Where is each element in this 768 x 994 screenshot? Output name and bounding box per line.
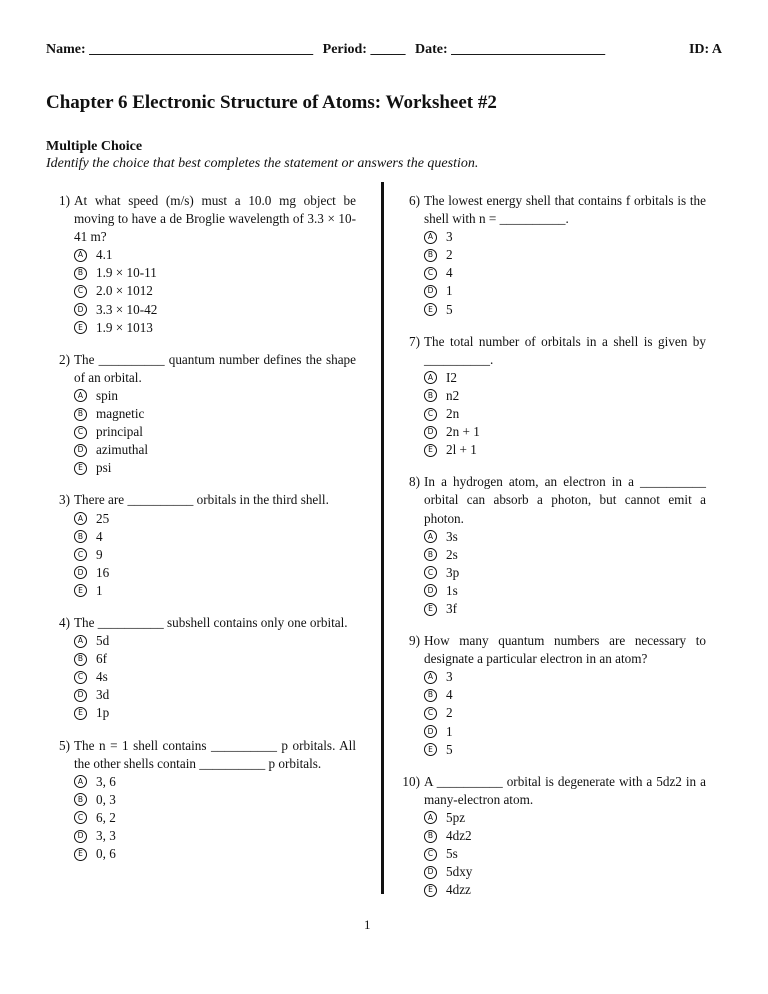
option-bubble-icon[interactable]: A xyxy=(424,811,437,824)
option-text: 1p xyxy=(96,705,110,721)
option-bubble-icon[interactable]: A xyxy=(74,635,87,648)
option-c[interactable] xyxy=(74,809,356,827)
option-bubble-icon[interactable]: C xyxy=(74,285,87,298)
option-a[interactable] xyxy=(74,387,356,405)
option-bubble-icon[interactable]: B xyxy=(424,830,437,843)
question-number: 5) xyxy=(59,737,70,753)
option-bubble-icon[interactable]: D xyxy=(74,303,87,316)
option-e[interactable] xyxy=(74,704,356,722)
period-field: Period: _____ xyxy=(322,42,406,57)
question-stem: The total number of orbitals in a shell is given by __________. xyxy=(424,333,706,367)
option-e[interactable] xyxy=(424,741,706,759)
question-number: 2) xyxy=(59,351,70,367)
option-a[interactable] xyxy=(74,632,356,650)
option-bubble-icon[interactable]: E xyxy=(424,743,437,756)
option-text: 4s xyxy=(96,669,108,685)
option-bubble-icon[interactable]: E xyxy=(424,884,437,897)
question-10 xyxy=(396,773,706,900)
option-a[interactable] xyxy=(424,228,706,246)
option-text: I2 xyxy=(446,369,457,385)
option-b[interactable] xyxy=(74,650,356,668)
option-bubble-icon[interactable]: D xyxy=(424,866,437,879)
option-text: 3, 3 xyxy=(96,828,116,843)
option-text: 4dz2 xyxy=(446,828,472,843)
option-b[interactable] xyxy=(424,827,706,845)
option-b[interactable] xyxy=(74,791,356,809)
option-bubble-icon[interactable]: E xyxy=(74,848,87,861)
option-bubble-icon[interactable]: C xyxy=(424,408,437,421)
option-c[interactable] xyxy=(74,282,356,300)
option-text: 3s xyxy=(446,528,458,544)
option-a[interactable] xyxy=(424,369,706,387)
option-bubble-icon[interactable]: C xyxy=(74,671,87,684)
option-text: 2n xyxy=(446,406,460,422)
column-divider xyxy=(381,182,384,894)
option-bubble-icon[interactable]: A xyxy=(424,371,437,384)
option-text: 5dxy xyxy=(446,864,473,880)
option-text: 4 xyxy=(96,528,103,544)
option-bubble-icon[interactable]: B xyxy=(74,793,87,806)
question-number: 9) xyxy=(409,633,420,649)
option-bubble-icon[interactable]: A xyxy=(74,389,87,402)
option-text: 3.3 × 10-42 xyxy=(96,301,158,317)
option-text: 3f xyxy=(446,600,457,616)
option-bubble-icon[interactable]: A xyxy=(424,530,437,543)
option-text: 0, 3 xyxy=(96,791,116,807)
option-e[interactable] xyxy=(424,301,706,319)
question-7 xyxy=(396,333,706,460)
option-text: 3 xyxy=(446,229,453,245)
option-bubble-icon[interactable]: A xyxy=(424,671,437,684)
option-text: principal xyxy=(96,424,143,440)
option-text: 5pz xyxy=(446,809,466,825)
option-c[interactable] xyxy=(424,704,706,722)
question-number: 3) xyxy=(59,492,70,508)
option-text: 3p xyxy=(446,564,460,580)
question-number: 4) xyxy=(59,614,70,630)
question-stem: How many quantum numbers are necessary to designate a particular electron in an atom? xyxy=(424,633,706,667)
option-a[interactable] xyxy=(74,773,356,791)
option-d[interactable] xyxy=(74,827,356,845)
option-text: 2l + 1 xyxy=(446,442,477,458)
option-b[interactable] xyxy=(424,686,706,704)
option-bubble-icon[interactable]: E xyxy=(74,321,87,334)
option-text: azimuthal xyxy=(96,442,148,458)
option-text: spin xyxy=(96,387,118,403)
option-text: 4 xyxy=(446,265,453,281)
option-text: 1 xyxy=(446,723,453,739)
option-b[interactable] xyxy=(424,546,706,564)
option-d[interactable] xyxy=(424,723,706,741)
option-a[interactable] xyxy=(424,809,706,827)
option-bubble-icon[interactable]: B xyxy=(424,689,437,702)
option-bubble-icon[interactable]: D xyxy=(74,444,87,457)
option-text: 3 xyxy=(446,669,453,685)
worksheet-header xyxy=(46,42,722,58)
question-stem: There are __________ orbitals in the third shell. xyxy=(74,492,329,508)
question-number: 1) xyxy=(59,193,70,208)
option-c[interactable] xyxy=(424,564,706,582)
question-stem: The lowest energy shell that contains f orbitals is the shell with n = __________. xyxy=(424,193,706,227)
option-d[interactable] xyxy=(74,301,356,319)
option-text: psi xyxy=(96,460,112,476)
question-stem: A __________ orbital is degenerate with a 5dz2 in a many-electron atom. xyxy=(424,773,706,807)
option-text: 5 xyxy=(446,741,453,757)
option-e[interactable] xyxy=(424,441,706,459)
option-d[interactable] xyxy=(424,423,706,441)
option-bubble-icon[interactable]: E xyxy=(424,603,437,616)
option-bubble-icon[interactable]: D xyxy=(424,285,437,298)
option-text: 2.0 × 1012 xyxy=(96,283,153,299)
option-e[interactable] xyxy=(74,845,356,863)
page-title: Chapter 6 Electronic Structure of Atoms: Worksheet #2 xyxy=(46,92,497,113)
instructions: Identify the choice that best completes the statement or answers the question. xyxy=(46,156,479,171)
option-bubble-icon[interactable]: B xyxy=(74,267,87,280)
option-text: 0, 6 xyxy=(96,846,116,862)
option-bubble-icon[interactable]: D xyxy=(424,725,437,738)
option-a[interactable] xyxy=(74,510,356,528)
option-bubble-icon[interactable]: C xyxy=(424,267,437,280)
option-e[interactable] xyxy=(424,881,706,899)
option-text: 4dzz xyxy=(446,882,471,898)
option-b[interactable] xyxy=(74,264,356,282)
question-stem: The n = 1 shell contains __________ p orbitals. All the other shells contain __________ p orbitals. xyxy=(74,737,356,771)
option-bubble-icon[interactable]: C xyxy=(74,548,87,561)
option-text: 4.1 xyxy=(96,247,113,263)
question-8 xyxy=(396,473,706,618)
option-text: magnetic xyxy=(96,406,145,422)
option-text: 5d xyxy=(96,633,110,649)
option-text: 3, 6 xyxy=(96,773,116,789)
question-stem: The __________ subshell contains only one orbital. xyxy=(74,614,348,630)
option-bubble-icon[interactable]: A xyxy=(74,512,87,525)
section-heading: Multiple Choice xyxy=(46,139,143,154)
option-d[interactable] xyxy=(74,564,356,582)
option-e[interactable] xyxy=(74,582,356,600)
question-5 xyxy=(46,737,356,864)
question-stem: In a hydrogen atom, an electron in a __________ orbital can absorb a photon, but cannot emit a photon. xyxy=(424,474,706,526)
option-c[interactable] xyxy=(424,845,706,863)
option-bubble-icon[interactable]: B xyxy=(424,548,437,561)
option-text: 1.9 × 10-11 xyxy=(96,265,157,281)
question-number: 8) xyxy=(409,474,420,490)
option-bubble-icon[interactable]: B xyxy=(74,530,87,543)
option-bubble-icon[interactable]: C xyxy=(74,426,87,439)
option-c[interactable] xyxy=(74,546,356,564)
option-e[interactable] xyxy=(74,319,356,337)
option-c[interactable] xyxy=(424,264,706,282)
option-text: 2 xyxy=(446,247,453,263)
option-text: n2 xyxy=(446,387,460,403)
question-number: 7) xyxy=(409,333,420,349)
option-d[interactable] xyxy=(424,863,706,881)
option-text: 25 xyxy=(96,510,110,526)
option-bubble-icon[interactable]: E xyxy=(74,707,87,720)
option-bubble-icon[interactable]: C xyxy=(424,848,437,861)
option-text: 2n + 1 xyxy=(446,424,480,440)
option-text: 16 xyxy=(96,564,110,580)
option-b[interactable] xyxy=(424,387,706,405)
option-bubble-icon[interactable]: B xyxy=(424,389,437,402)
option-bubble-icon[interactable]: A xyxy=(424,231,437,244)
right-column xyxy=(396,192,706,913)
question-9 xyxy=(396,632,706,759)
question-4 xyxy=(46,614,356,723)
option-text: 4 xyxy=(446,687,453,703)
option-b[interactable] xyxy=(424,246,706,264)
option-bubble-icon[interactable]: E xyxy=(74,462,87,475)
question-stem: At what speed (m/s) must a 10.0 mg object be moving to have a de Broglie wavelength of 3.3 × 10-41 m? xyxy=(74,193,356,245)
option-text: 3d xyxy=(96,687,110,703)
option-c[interactable] xyxy=(74,668,356,686)
question-number: 6) xyxy=(409,193,420,208)
question-number: 10) xyxy=(402,773,420,789)
name-field: Name: ________________________________ xyxy=(46,42,314,57)
option-bubble-icon[interactable]: C xyxy=(424,707,437,720)
option-bubble-icon[interactable]: B xyxy=(74,653,87,666)
option-bubble-icon[interactable]: C xyxy=(424,566,437,579)
option-text: 5s xyxy=(446,846,458,862)
option-bubble-icon[interactable]: D xyxy=(424,584,437,597)
option-a[interactable] xyxy=(74,246,356,264)
option-text: 1s xyxy=(446,582,458,598)
date-field: Date: ______________________ xyxy=(414,42,606,57)
option-d[interactable] xyxy=(424,282,706,300)
option-e[interactable] xyxy=(74,459,356,477)
option-d[interactable] xyxy=(74,686,356,704)
option-c[interactable] xyxy=(424,405,706,423)
option-bubble-icon[interactable]: D xyxy=(74,566,87,579)
header-left xyxy=(46,42,611,58)
option-b[interactable] xyxy=(74,405,356,423)
option-bubble-icon[interactable]: D xyxy=(74,830,87,843)
option-bubble-icon[interactable]: B xyxy=(424,249,437,262)
option-a[interactable] xyxy=(424,528,706,546)
option-bubble-icon[interactable]: E xyxy=(74,584,87,597)
question-6 xyxy=(396,192,706,319)
option-text: 9 xyxy=(96,546,103,562)
option-text: 1 xyxy=(96,582,103,598)
page-number: 1 xyxy=(364,917,371,932)
question-1 xyxy=(46,192,356,337)
option-a[interactable] xyxy=(424,668,706,686)
option-bubble-icon[interactable]: D xyxy=(424,426,437,439)
id-field: ID: A xyxy=(688,42,722,57)
option-bubble-icon[interactable]: C xyxy=(74,811,87,824)
question-3 xyxy=(46,491,356,600)
option-bubble-icon[interactable]: A xyxy=(74,775,87,788)
question-stem: The __________ quantum number defines the shape of an orbital. xyxy=(74,351,356,385)
option-text: 5 xyxy=(446,301,453,317)
left-column xyxy=(46,192,356,877)
option-bubble-icon[interactable]: A xyxy=(74,249,87,262)
option-text: 6f xyxy=(96,651,107,667)
option-text: 1.9 × 1013 xyxy=(96,319,153,335)
option-d[interactable] xyxy=(74,441,356,459)
question-2 xyxy=(46,351,356,478)
option-c[interactable] xyxy=(74,423,356,441)
option-text: 1 xyxy=(446,283,453,299)
option-bubble-icon[interactable]: E xyxy=(424,303,437,316)
option-text: 6, 2 xyxy=(96,809,116,825)
option-text: 2 xyxy=(446,705,453,721)
option-d[interactable] xyxy=(424,582,706,600)
option-bubble-icon[interactable]: B xyxy=(74,408,87,421)
option-bubble-icon[interactable]: D xyxy=(74,689,87,702)
option-b[interactable] xyxy=(74,528,356,546)
option-e[interactable] xyxy=(424,600,706,618)
option-text: 2s xyxy=(446,546,458,562)
option-bubble-icon[interactable]: E xyxy=(424,444,437,457)
